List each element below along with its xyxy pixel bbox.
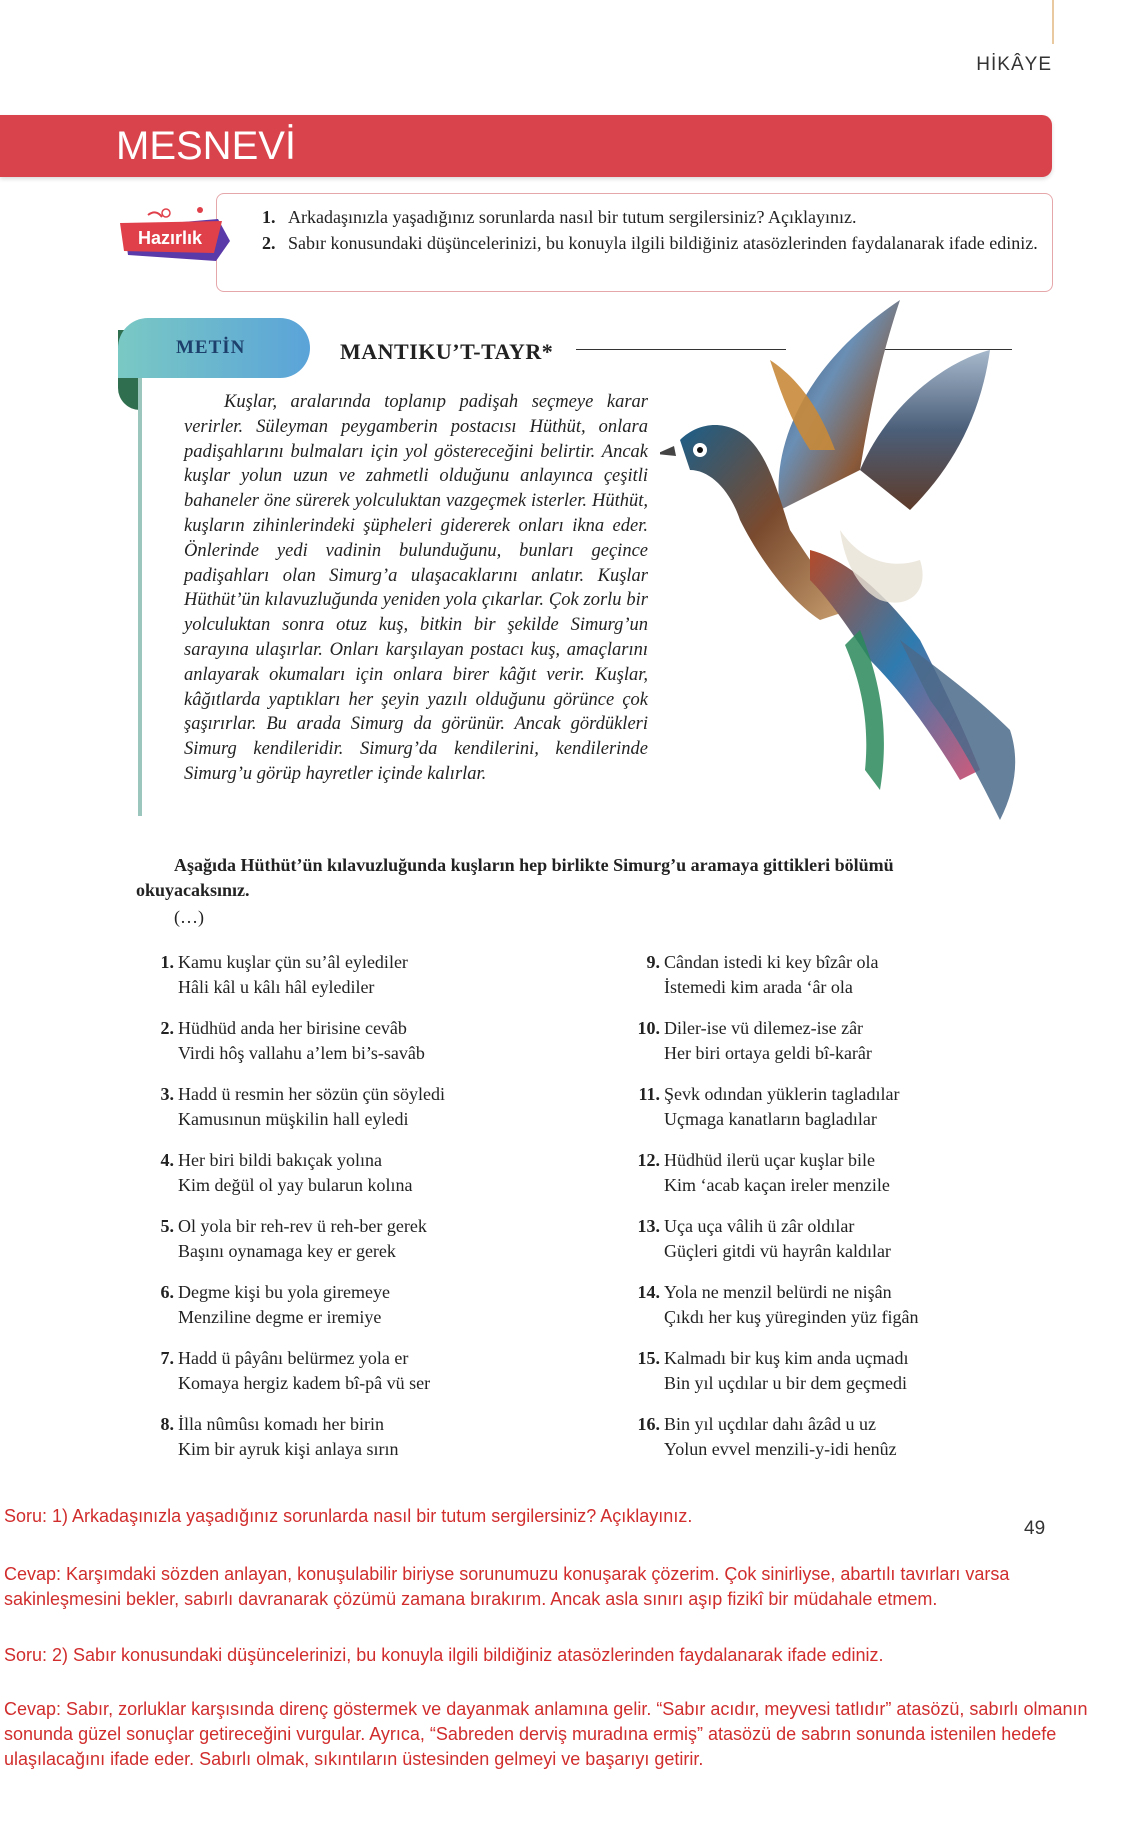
couplet: 14. Yola ne menzil belürdi ne nişân Çıkdı her kuş yüreginden yüz figân [637,1282,919,1327]
badge-swirl-icon [148,212,162,217]
ellipsis: (…) [174,907,204,927]
couplet: 9. Cândan istedi ki key bîzâr ola İstemedi kim arada ‘âr ola [646,952,879,997]
bird-beak [660,446,676,456]
metin-label: METİN [176,337,246,358]
couplet: 6. Degme kişi bu yola giremeye Menziline degme er iremiye [160,1282,390,1327]
couplet: 7. Hadd ü pâyânı belürmez yola er Komaya hergiz kadem bî-pâ vü ser [160,1348,431,1393]
page-title: MESNEVİ [116,124,297,168]
answer-1: Cevap: Karşımdaki sözden anlayan, konuşulabilir biriyse sorunumuzu konuşarak çözerim. Çok sinirliyse, abartılı tavırları varsa sakinleşmesini bekler, sabırlı davranarak çözümü zamana bırakırım. Ancak asla sınırı aşıp fizikî bir müdahale etmem. [4,1564,1010,1609]
couplet: 11. Şevk odından yüklerin tagladılar Uçmaga kanatların bagladılar [638,1084,900,1129]
couplet: 3. Hadd ü resmin her sözün çün söyledi Kamusınun müşkilin hall eyledi [160,1084,445,1129]
summary-sidebar-line [138,378,142,816]
preparation-badge-label: Hazırlık [137,228,203,248]
couplet: 10. Diler-ise vü dilemez-ise zâr Her biri ortaya geldi bî-karâr [637,1018,872,1063]
couplet: 2. Hüdhüd anda her birisine cevâb Virdi hôş vallahu a’lem bi’s-savâb [160,1018,425,1063]
couplet: 15. Kalmadı bir kuş kim anda uçmadı Bin yıl uçdılar u bir dem geçmedi [637,1348,909,1393]
preparation-item: 1. Arkadaşınızla yaşadığınız sorunlarda nasıl bir tutum sergilersiniz? Açıklayınız. [262,207,857,227]
badge-dot-icon [197,207,203,213]
section-label: HİKÂYE [976,54,1052,75]
couplet: 1. Kamu kuşlar çün su’âl eylediler Hâli kâl u kâlı hâl eylediler [160,952,408,997]
couplet: 4. Her biri bildi bakıçak yolına Kim değül ol yay bularun kolına [160,1150,413,1195]
page-number: 49 [1024,1518,1046,1539]
story-summary: Kuşlar, aralarında toplanıp padişah seçmeye karar verirler. Süleyman peygamberin postacısı Hüthüt, onlara padişahlarını bulmaları için yol göstereceğini belirtir. Ancak kuşlar yolun uzun ve zahmetli olduğunu anlayınca çeşitli bahaneler öne sürerek yolculuktan vazgeçmek isterler. Hüthüt, kuşların zihinlerindeki şüpheleri gidererek onları ikna eder. Önlerinde yedi vadinin bulunduğunu, bunları geçince padişahları olan Simurg’a ulaşacaklarını anlatır. Kuşlar Hüthüt’ün kılavuzluğunda yeniden yola çıkarlar. Çok zorlu bir yolculuktan sonra otuz kuş, bitkin bir şekilde Simurg’un sarayına ulaşırlar. Onları karşılayan postacı kuş, amaçlarını anlayarak okumaları için onlara birer kâğıt verir. Kuşlar, kâğıtlarda yaptıkları her şeyin yazılı olduğunu görünce çok şaşırırlar. Bu arada Simurg da görünür. Ancak gördükleri Simurg kendileridir. Simurg’da kendilerini, kendilerinde Simurg’u görüp hayretler içinde kalırlar. [184,392,648,784]
preparation-list [262,204,1042,256]
couplet: 16. Bin yıl uçdılar dahı âzâd u uz Yolun evvel menzili-y-idi henûz [637,1414,897,1459]
bird-right-wing [860,350,990,510]
couplet: 5. Ol yola bir reh-rev ü reh-ber gerek Başını oynamaga key er gerek [160,1216,427,1261]
preparation-item: 2. Sabır konusundaki düşüncelerinizi, bu konuyla ilgili bildiğiniz atasözlerinden faydalanarak ifade ediniz. [262,233,1038,253]
story-title: MANTIKU’T-TAYR* [340,339,554,364]
couplet: 13. Uça uça vâlih ü zâr oldılar Güçleri gitdi vü hayrân kaldılar [637,1216,891,1261]
question-1: Soru: 1) Arkadaşınızla yaşadığınız sorunlarda nasıl bir tutum sergilersiniz? Açıklayınız. [4,1506,693,1526]
couplet: 8. İlla nûmûsı komadı her birin Kim bir ayruk kişi anlaya sırın [160,1414,399,1459]
question-2: Soru: 2) Sabır konusundaki düşüncelerinizi, bu konuyla ilgili bildiğiniz atasözlerinden faydalanarak ifade ediniz. [4,1645,884,1665]
corner-divider [1052,0,1054,44]
bird-tail-feathers [900,640,1015,820]
simurg-bird-illustration [660,300,1060,840]
badge-dot-icon [162,209,170,217]
answer-2: Cevap: Sabır, zorluklar karşısında direnç göstermek ve dayanmak anlamına gelir. “Sabır acıdır, meyvesi tatlıdır” atasözü, sabırlı olmanın sonunda güzel sonuçlar getireceğini vurgular. Ayrıca, “Sabreden derviş muradına ermiş” atasözü de sabrın sonunda istenilen hedefe ulaşılacağını ifade eder. Sabırlı olmak, sıkıntıların üstesinden gelmeyi ve başarıyı getirir. [4,1699,1088,1769]
couplet: 12. Hüdhüd ilerü uçar kuşlar bile Kim ‘acab kaçan ireler menzile [637,1150,890,1195]
section-intro: Aşağıda Hüthüt’ün kılavuzluğunda kuşların hep birlikte Simurg’u aramaya gittikleri bölümü okuyacaksınız. [136,855,894,900]
preparation-badge [118,205,246,269]
